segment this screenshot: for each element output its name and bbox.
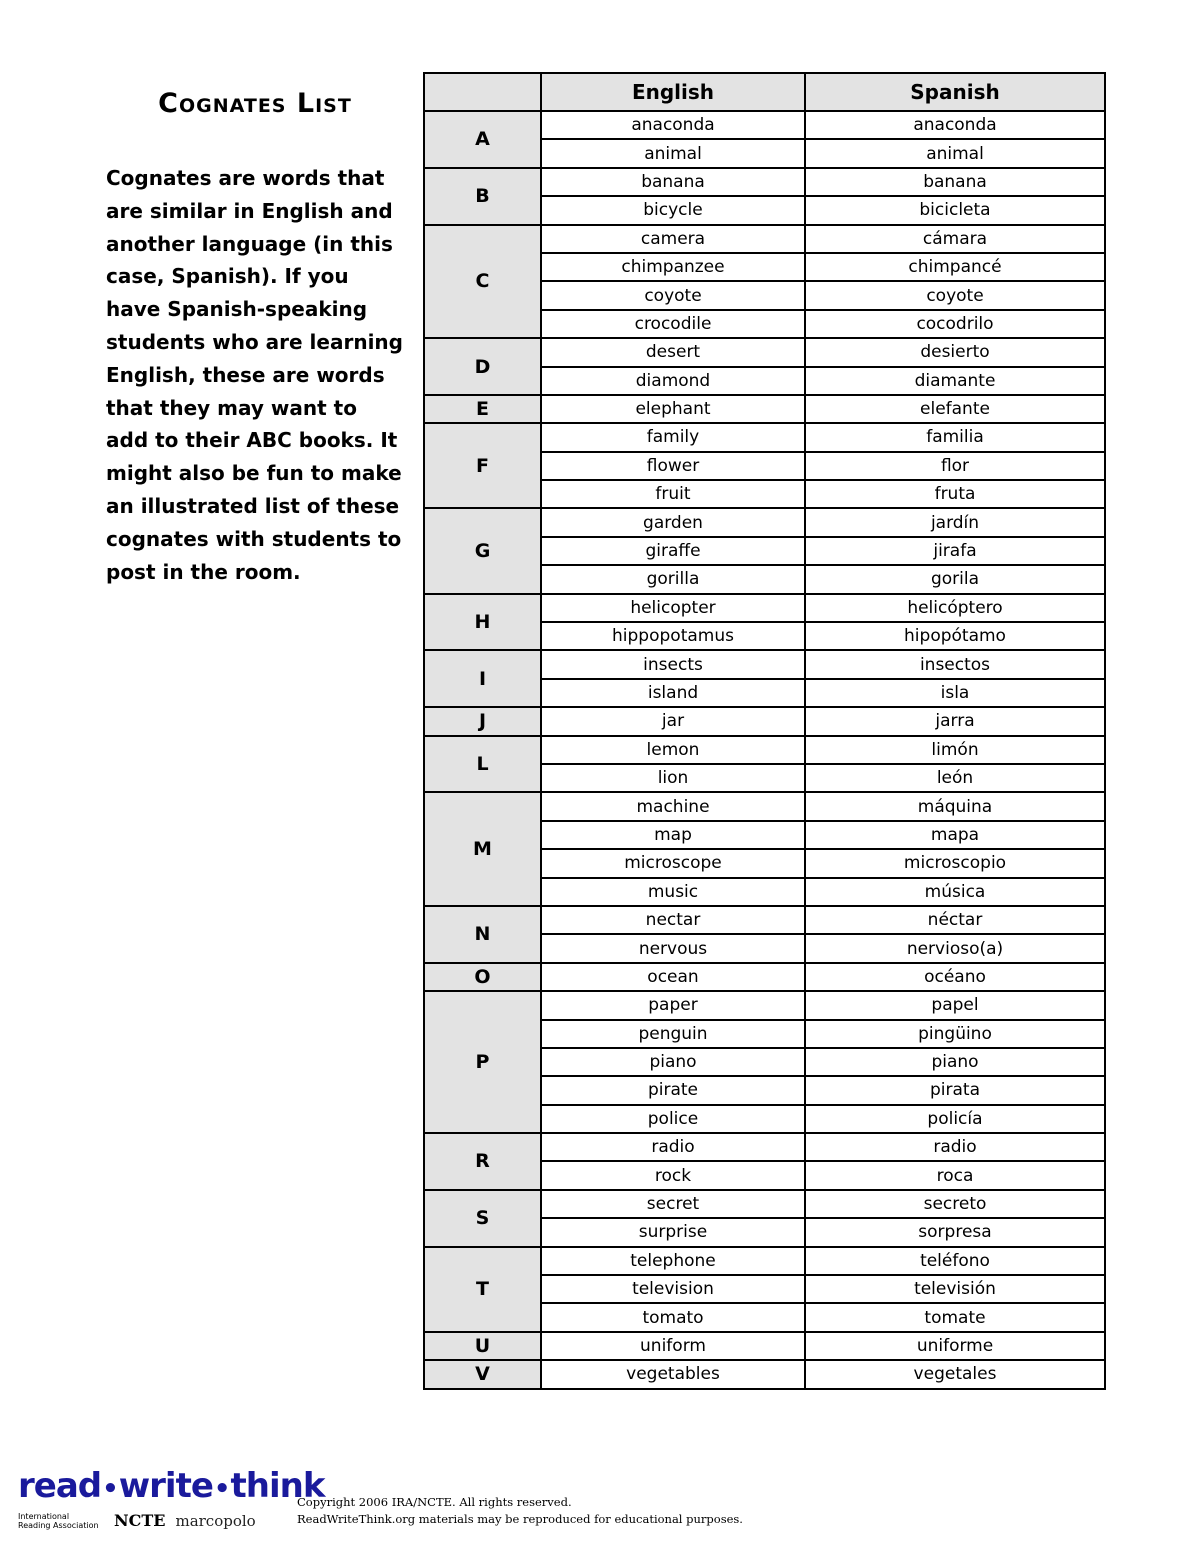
logo-word-read: read <box>18 1466 102 1506</box>
ncte-logo: NCTE <box>114 1511 166 1530</box>
english-word-cell: garden <box>541 508 805 536</box>
spanish-word-cell: león <box>805 764 1105 792</box>
english-word-cell: lion <box>541 764 805 792</box>
spanish-word-cell: gorila <box>805 565 1105 593</box>
letter-cell: B <box>424 168 541 225</box>
letter-cell: F <box>424 423 541 508</box>
logo-word-write: write <box>118 1466 213 1506</box>
spanish-word-cell: roca <box>805 1161 1105 1189</box>
english-word-cell: music <box>541 878 805 906</box>
spanish-word-cell: televisión <box>805 1275 1105 1303</box>
english-word-cell: nervous <box>541 934 805 962</box>
english-word-cell: surprise <box>541 1218 805 1246</box>
spanish-word-cell: microscopio <box>805 849 1105 877</box>
english-word-cell: island <box>541 679 805 707</box>
english-word-cell: diamond <box>541 367 805 395</box>
english-word-cell: map <box>541 821 805 849</box>
english-word-cell: lemon <box>541 736 805 764</box>
english-word-cell: chimpanzee <box>541 253 805 281</box>
spanish-word-cell: jardín <box>805 508 1105 536</box>
letter-cell: V <box>424 1360 541 1388</box>
letter-cell: H <box>424 594 541 651</box>
spanish-word-cell: animal <box>805 139 1105 167</box>
partner-logos <box>18 1511 283 1530</box>
english-word-cell: jar <box>541 707 805 735</box>
spanish-word-cell: bicicleta <box>805 196 1105 224</box>
spanish-word-cell: secreto <box>805 1190 1105 1218</box>
copyright-text: Copyright 2006 IRA/NCTE. All rights reserved. <box>297 1495 572 1509</box>
english-word-cell: microscope <box>541 849 805 877</box>
letter-cell: D <box>424 338 541 395</box>
letter-cell: M <box>424 792 541 906</box>
table-row <box>424 906 1105 934</box>
page-title: Cognates List <box>158 88 352 119</box>
letter-cell: T <box>424 1247 541 1332</box>
spanish-word-cell: océano <box>805 963 1105 991</box>
english-word-cell: desert <box>541 338 805 366</box>
spanish-word-cell: jirafa <box>805 537 1105 565</box>
spanish-word-cell: cocodrilo <box>805 310 1105 338</box>
spanish-word-cell: limón <box>805 736 1105 764</box>
spanish-word-cell: anaconda <box>805 111 1105 139</box>
english-word-cell: secret <box>541 1190 805 1218</box>
spanish-word-cell: insectos <box>805 650 1105 678</box>
english-word-cell: piano <box>541 1048 805 1076</box>
english-column-header: English <box>541 73 805 111</box>
spanish-word-cell: isla <box>805 679 1105 707</box>
letter-cell: R <box>424 1133 541 1190</box>
table-row <box>424 1133 1105 1161</box>
english-word-cell: rock <box>541 1161 805 1189</box>
table-header-row <box>424 73 1105 111</box>
english-word-cell: telephone <box>541 1247 805 1275</box>
english-word-cell: anaconda <box>541 111 805 139</box>
english-word-cell: machine <box>541 792 805 820</box>
english-word-cell: crocodile <box>541 310 805 338</box>
letter-cell: G <box>424 508 541 593</box>
letter-cell: O <box>424 963 541 991</box>
english-word-cell: animal <box>541 139 805 167</box>
spanish-word-cell: néctar <box>805 906 1105 934</box>
english-word-cell: uniform <box>541 1332 805 1360</box>
english-word-cell: penguin <box>541 1020 805 1048</box>
english-word-cell: helicopter <box>541 594 805 622</box>
spanish-word-cell: cámara <box>805 225 1105 253</box>
table-row <box>424 1247 1105 1275</box>
footer <box>297 1494 743 1528</box>
table-row <box>424 168 1105 196</box>
table-row <box>424 963 1105 991</box>
english-word-cell: hippopotamus <box>541 622 805 650</box>
english-word-cell: camera <box>541 225 805 253</box>
marcopolo-logo: marcopolo <box>175 1511 256 1530</box>
letter-cell: S <box>424 1190 541 1247</box>
english-word-cell: family <box>541 423 805 451</box>
spanish-word-cell: radio <box>805 1133 1105 1161</box>
spanish-word-cell: música <box>805 878 1105 906</box>
spanish-word-cell: jarra <box>805 707 1105 735</box>
letter-cell: L <box>424 736 541 793</box>
english-word-cell: bicycle <box>541 196 805 224</box>
english-word-cell: paper <box>541 991 805 1019</box>
english-word-cell: coyote <box>541 281 805 309</box>
table-row <box>424 650 1105 678</box>
spanish-word-cell: fruta <box>805 480 1105 508</box>
letter-cell: C <box>424 225 541 339</box>
english-word-cell: giraffe <box>541 537 805 565</box>
spanish-word-cell: desierto <box>805 338 1105 366</box>
english-word-cell: banana <box>541 168 805 196</box>
english-word-cell: pirate <box>541 1076 805 1104</box>
spanish-word-cell: coyote <box>805 281 1105 309</box>
letter-cell: A <box>424 111 541 168</box>
logo-word-think: think <box>230 1466 325 1506</box>
spanish-word-cell: familia <box>805 423 1105 451</box>
letter-cell: U <box>424 1332 541 1360</box>
spanish-word-cell: mapa <box>805 821 1105 849</box>
ira-logo: International Reading Association <box>18 1511 99 1530</box>
table-row <box>424 1332 1105 1360</box>
spanish-word-cell: nervioso(a) <box>805 934 1105 962</box>
table-row <box>424 736 1105 764</box>
table-row <box>424 225 1105 253</box>
english-word-cell: police <box>541 1105 805 1133</box>
table-row <box>424 423 1105 451</box>
spanish-word-cell: policía <box>805 1105 1105 1133</box>
table-row <box>424 991 1105 1019</box>
english-word-cell: gorilla <box>541 565 805 593</box>
letter-cell: E <box>424 395 541 423</box>
letter-column-header <box>424 73 541 111</box>
table-row <box>424 792 1105 820</box>
spanish-word-cell: elefante <box>805 395 1105 423</box>
spanish-word-cell: sorpresa <box>805 1218 1105 1246</box>
spanish-word-cell: tomate <box>805 1303 1105 1331</box>
english-word-cell: vegetables <box>541 1360 805 1388</box>
table-row <box>424 508 1105 536</box>
spanish-word-cell: teléfono <box>805 1247 1105 1275</box>
english-word-cell: fruit <box>541 480 805 508</box>
spanish-word-cell: hipopótamo <box>805 622 1105 650</box>
table-row <box>424 1360 1105 1388</box>
table-row <box>424 594 1105 622</box>
table-row <box>424 111 1105 139</box>
english-word-cell: tomato <box>541 1303 805 1331</box>
spanish-word-cell: flor <box>805 452 1105 480</box>
table-body <box>424 111 1105 1389</box>
english-word-cell: nectar <box>541 906 805 934</box>
logo-separator: • <box>213 1474 230 1504</box>
cognates-table <box>423 72 1106 1390</box>
spanish-column-header: Spanish <box>805 73 1105 111</box>
spanish-word-cell: papel <box>805 991 1105 1019</box>
spanish-word-cell: piano <box>805 1048 1105 1076</box>
spanish-word-cell: chimpancé <box>805 253 1105 281</box>
english-word-cell: radio <box>541 1133 805 1161</box>
english-word-cell: television <box>541 1275 805 1303</box>
intro-paragraph: Cognates are words that are similar in English and another language (in this case, Spanish). If you have Spanish-speaking students who are learning English, these are words that they may want to add to their ABC books. It might also be fun to make an illustrated list of these cognates with students to post in the room. <box>106 166 403 584</box>
logo-wordmark <box>18 1466 325 1509</box>
english-word-cell: elephant <box>541 395 805 423</box>
logo-separator: • <box>102 1474 118 1504</box>
letter-cell: I <box>424 650 541 707</box>
spanish-word-cell: uniforme <box>805 1332 1105 1360</box>
spanish-word-cell: pirata <box>805 1076 1105 1104</box>
table-row <box>424 1190 1105 1218</box>
english-word-cell: ocean <box>541 963 805 991</box>
letter-cell: N <box>424 906 541 963</box>
spanish-word-cell: diamante <box>805 367 1105 395</box>
spanish-word-cell: máquina <box>805 792 1105 820</box>
table-row <box>424 338 1105 366</box>
spanish-word-cell: pingüino <box>805 1020 1105 1048</box>
letter-cell: J <box>424 707 541 735</box>
english-word-cell: flower <box>541 452 805 480</box>
spanish-word-cell: banana <box>805 168 1105 196</box>
letter-cell: P <box>424 991 541 1133</box>
table-row <box>424 395 1105 423</box>
table-row <box>424 707 1105 735</box>
english-word-cell: insects <box>541 650 805 678</box>
reproduction-notice: ReadWriteThink.org materials may be reproduced for educational purposes. <box>297 1512 743 1526</box>
spanish-word-cell: vegetales <box>805 1360 1105 1388</box>
spanish-word-cell: helicóptero <box>805 594 1105 622</box>
readwritethink-logo <box>18 1466 325 1532</box>
